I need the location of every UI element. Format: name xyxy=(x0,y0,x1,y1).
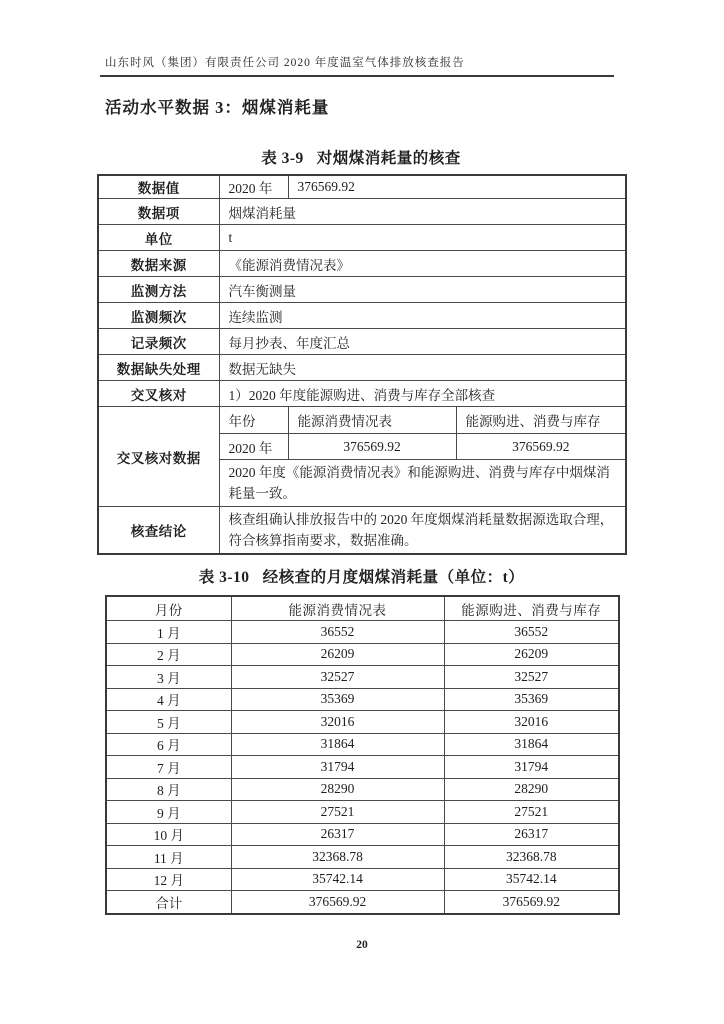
month-cell: 6 月 xyxy=(106,733,231,756)
table-row xyxy=(106,846,619,869)
table-row xyxy=(98,407,626,434)
value-cell: 32016 xyxy=(231,711,444,734)
table-row xyxy=(98,507,626,555)
table-row xyxy=(98,303,626,329)
table-3-10-caption-number: 表 3-10 xyxy=(198,569,250,586)
value-cell: 32368.78 xyxy=(231,846,444,869)
table-3-10-caption xyxy=(105,568,618,587)
table-row xyxy=(106,643,619,666)
value-cell: 35369 xyxy=(444,688,619,711)
table-row xyxy=(98,355,626,381)
row-label-data-source: 数据来源 xyxy=(98,251,219,277)
table-3-9-caption-number: 表 3-9 xyxy=(261,150,304,167)
cross-check-note-cell: 2020 年度《能源消费情况表》和能源购进、消费与库存中烟煤消耗量一致。 xyxy=(219,460,626,507)
value-cell: 26317 xyxy=(231,823,444,846)
value-cell: 31794 xyxy=(444,756,619,779)
month-cell: 10 月 xyxy=(106,823,231,846)
table-row xyxy=(106,711,619,734)
value-cell: 28290 xyxy=(444,778,619,801)
running-header xyxy=(100,55,614,77)
month-cell: 8 月 xyxy=(106,778,231,801)
table-row xyxy=(98,277,626,303)
value-cell: 31864 xyxy=(444,733,619,756)
table-header-row xyxy=(106,596,619,621)
value-cell: 32016 xyxy=(444,711,619,734)
row-label-data-value: 数据值 xyxy=(98,175,219,199)
value-cell: 36552 xyxy=(444,621,619,644)
data-source-cell: 《能源消费情况表》 xyxy=(219,251,626,277)
table-row xyxy=(98,251,626,277)
cross-check-col-source1: 能源消费情况表 xyxy=(288,407,456,434)
table-row xyxy=(106,823,619,846)
running-header-text: 山东时风（集团）有限责任公司 2020 年度温室气体排放核查报告 xyxy=(105,57,465,69)
record-frequency-cell: 每月抄表、年度汇总 xyxy=(219,329,626,355)
table-row xyxy=(106,891,619,914)
total-value-cell: 376569.92 xyxy=(231,891,444,914)
table-row xyxy=(106,778,619,801)
month-cell: 7 月 xyxy=(106,756,231,779)
total-label-cell: 合计 xyxy=(106,891,231,914)
table-row xyxy=(98,381,626,407)
month-cell: 5 月 xyxy=(106,711,231,734)
header-purchase-stock: 能源购进、消费与库存 xyxy=(444,596,619,621)
cross-check-col-source2: 能源购进、消费与库存 xyxy=(456,407,626,434)
row-label-monitor-frequency: 监测频次 xyxy=(98,303,219,329)
table-row xyxy=(98,199,626,225)
month-cell: 9 月 xyxy=(106,801,231,824)
table-row xyxy=(106,756,619,779)
month-cell: 1 月 xyxy=(106,621,231,644)
header-month: 月份 xyxy=(106,596,231,621)
month-cell: 11 月 xyxy=(106,846,231,869)
cross-check-value1-cell: 376569.92 xyxy=(288,434,456,460)
value-cell: 36552 xyxy=(231,621,444,644)
section-title: 活动水平数据 3：烟煤消耗量 xyxy=(105,98,330,117)
month-cell: 3 月 xyxy=(106,666,231,689)
page-number: 20 xyxy=(356,938,368,951)
cross-check-cell: 1）2020 年度能源购进、消费与库存全部核查 xyxy=(219,381,626,407)
table-3-10-caption-title: 经核查的月度烟煤消耗量（单位：t） xyxy=(262,569,525,586)
data-item-cell: 烟煤消耗量 xyxy=(219,199,626,225)
value-cell: 32527 xyxy=(231,666,444,689)
value-cell: 32527 xyxy=(444,666,619,689)
value-cell: 35742.14 xyxy=(444,868,619,891)
header-consumption-sheet: 能源消费情况表 xyxy=(231,596,444,621)
value-cell: 32368.78 xyxy=(444,846,619,869)
conclusion-cell: 核查组确认排放报告中的 2020 年度烟煤消耗量数据源选取合理，符合核算指南要求，数据准确。 xyxy=(219,507,626,555)
table-3-10 xyxy=(105,595,620,915)
monitor-frequency-cell: 连续监测 xyxy=(219,303,626,329)
table-row xyxy=(106,666,619,689)
monitor-method-cell: 汽车衡测量 xyxy=(219,277,626,303)
row-label-missing-data: 数据缺失处理 xyxy=(98,355,219,381)
row-label-data-item: 数据项 xyxy=(98,199,219,225)
value-cell: 31864 xyxy=(231,733,444,756)
row-label-cross-check-data: 交叉核对数据 xyxy=(98,407,219,507)
total-value-cell: 376569.92 xyxy=(444,891,619,914)
cross-check-year-cell: 2020 年 xyxy=(219,434,288,460)
value-cell: 31794 xyxy=(231,756,444,779)
data-value-amount-cell: 376569.92 xyxy=(288,175,626,199)
table-3-9-caption-title: 对烟煤消耗量的核查 xyxy=(316,150,461,167)
unit-cell: t xyxy=(219,225,626,251)
missing-data-cell: 数据无缺失 xyxy=(219,355,626,381)
table-row xyxy=(98,225,626,251)
value-cell: 28290 xyxy=(231,778,444,801)
table-3-9 xyxy=(97,174,627,555)
cross-check-col-year: 年份 xyxy=(219,407,288,434)
value-cell: 27521 xyxy=(444,801,619,824)
data-value-year-cell: 2020 年 xyxy=(219,175,288,199)
month-cell: 4 月 xyxy=(106,688,231,711)
table-row xyxy=(106,688,619,711)
value-cell: 35742.14 xyxy=(231,868,444,891)
table-row xyxy=(106,801,619,824)
cross-check-value2-cell: 376569.92 xyxy=(456,434,626,460)
table-row xyxy=(106,868,619,891)
month-cell: 12 月 xyxy=(106,868,231,891)
row-label-conclusion: 核查结论 xyxy=(98,507,219,555)
value-cell: 35369 xyxy=(231,688,444,711)
value-cell: 27521 xyxy=(231,801,444,824)
table-3-9-caption xyxy=(97,149,625,168)
table-row xyxy=(106,621,619,644)
month-cell: 2 月 xyxy=(106,643,231,666)
row-label-record-frequency: 记录频次 xyxy=(98,329,219,355)
row-label-unit: 单位 xyxy=(98,225,219,251)
value-cell: 26317 xyxy=(444,823,619,846)
row-label-cross-check: 交叉核对 xyxy=(98,381,219,407)
table-row xyxy=(106,733,619,756)
table-row xyxy=(98,329,626,355)
value-cell: 26209 xyxy=(231,643,444,666)
value-cell: 26209 xyxy=(444,643,619,666)
table-row xyxy=(98,175,626,199)
row-label-monitor-method: 监测方法 xyxy=(98,277,219,303)
